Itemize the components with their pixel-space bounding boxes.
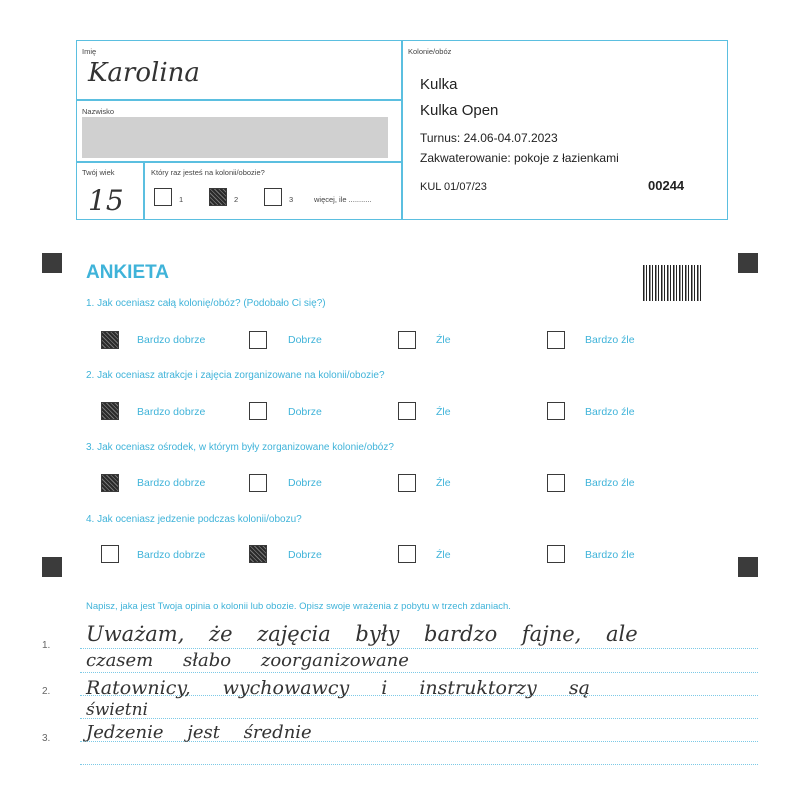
kolonie-label: Kolonie/obóz [408,47,452,56]
q4-checkbox-dobrze[interactable] [249,545,267,563]
q1-checkbox-bardzo-dobrze[interactable] [101,331,119,349]
q3-checkbox-bardzo-dobrze[interactable] [101,474,119,492]
q4-checkbox-bardzo-zle[interactable] [547,545,565,563]
answer-line-2 [80,672,758,673]
q4-option-dobrze: Dobrze [288,549,322,561]
answer-3a[interactable]: Jedzenie jest średnie [86,722,312,743]
registration-marker-tl [42,253,62,273]
registration-marker-tr [738,253,758,273]
q4-option-bardzo-zle: Bardzo źle [585,549,635,561]
q3-option-dobrze: Dobrze [288,477,322,489]
q2-checkbox-bardzo-zle[interactable] [547,402,565,420]
q3-option-bardzo-dobrze: Bardzo dobrze [137,477,206,489]
q2-option-bardzo-zle: Bardzo źle [585,406,635,418]
q2-checkbox-bardzo-dobrze[interactable] [101,402,119,420]
ktory-raz-checkbox-2[interactable] [209,188,227,206]
q4-checkbox-zle[interactable] [398,545,416,563]
answer-1a[interactable]: Uważam, że zajęcia były bardzo fajne, ale [86,622,638,646]
q2-checkbox-dobrze[interactable] [249,402,267,420]
q3-checkbox-zle[interactable] [398,474,416,492]
registration-marker-br [738,557,758,577]
wiecej-label: więcej, ile ........... [314,195,372,204]
q2-option-bardzo-dobrze: Bardzo dobrze [137,406,206,418]
q4-option-zle: Źle [436,549,451,561]
q3-checkbox-dobrze[interactable] [249,474,267,492]
ktory-raz-option-1: 1 [179,195,184,204]
line-number-3: 3. [42,733,51,744]
header-divider-3 [143,161,145,219]
ktory-raz-label: Który raz jesteś na kolonii/obozie? [151,168,265,177]
q2-option-zle: Źle [436,406,451,418]
answer-line-6 [80,764,758,765]
question-1: 1. Jak oceniasz całą kolonię/obóz? (Podobało Ci się?) [86,298,326,309]
q4-option-bardzo-dobrze: Bardzo dobrze [137,549,206,561]
wiek-value[interactable]: 15 [88,184,124,217]
ktory-raz-option-3: 3 [289,195,294,204]
form-number: 00244 [648,178,685,193]
q1-option-bardzo-zle: Bardzo źle [585,334,635,346]
zakwaterowanie: Zakwaterowanie: pokoje z łazienkami [420,151,619,165]
q1-checkbox-dobrze[interactable] [249,331,267,349]
opinion-prompt: Napisz, jaka jest Twoja opinia o kolonii lub obozie. Opisz swoje wrażenia z pobytu w trzech zdaniach. [86,601,511,612]
ktory-raz-checkbox-1[interactable] [154,188,172,206]
answer-line-4 [80,718,758,719]
turnus: Turnus: 24.06-04.07.2023 [420,131,558,145]
q2-option-dobrze: Dobrze [288,406,322,418]
kolonie-name2: Kulka Open [420,102,499,119]
question-4: 4. Jak oceniasz jedzenie podczas kolonii/obozu? [86,514,302,525]
survey-title: ANKIETA [86,262,170,283]
q3-option-bardzo-zle: Bardzo źle [585,477,635,489]
kolonie-code: KUL 01/07/23 [420,181,487,193]
nazwisko-label: Nazwisko [82,107,115,116]
header-divider-vertical [401,40,403,220]
answer-line-1 [80,648,758,649]
kolonie-name1: Kulka [420,76,458,93]
q3-checkbox-bardzo-zle[interactable] [547,474,565,492]
answer-1b[interactable]: czasem słabo zoorganizowane [86,650,409,671]
line-number-1: 1. [42,640,51,651]
q2-checkbox-zle[interactable] [398,402,416,420]
imie-label: Imię [82,47,97,56]
ktory-raz-option-2: 2 [234,195,239,204]
q1-checkbox-zle[interactable] [398,331,416,349]
barcode [643,265,701,301]
imie-value[interactable]: Karolina [88,58,200,88]
q1-option-bardzo-dobrze: Bardzo dobrze [137,334,206,346]
answer-2a[interactable]: Ratownicy, wychowawcy i instruktorzy są [86,677,590,699]
q1-checkbox-bardzo-zle[interactable] [547,331,565,349]
ktory-raz-checkbox-3[interactable] [264,188,282,206]
header-divider-1 [76,99,402,101]
header-divider-2 [76,161,402,163]
question-2: 2. Jak oceniasz atrakcje i zajęcia zorganizowane na kolonii/obozie? [86,370,385,381]
line-number-2: 2. [42,686,51,697]
wiek-label: Twój wiek [82,168,115,177]
q1-option-dobrze: Dobrze [288,334,322,346]
nazwisko-redacted [82,117,388,158]
question-3: 3. Jak oceniasz ośrodek, w którym były zorganizowane kolonie/obóz? [86,442,394,453]
q3-option-zle: Źle [436,477,451,489]
q4-checkbox-bardzo-dobrze[interactable] [101,545,119,563]
q1-option-zle: Źle [436,334,451,346]
registration-marker-bl [42,557,62,577]
answer-2b[interactable]: świetni [86,700,148,720]
